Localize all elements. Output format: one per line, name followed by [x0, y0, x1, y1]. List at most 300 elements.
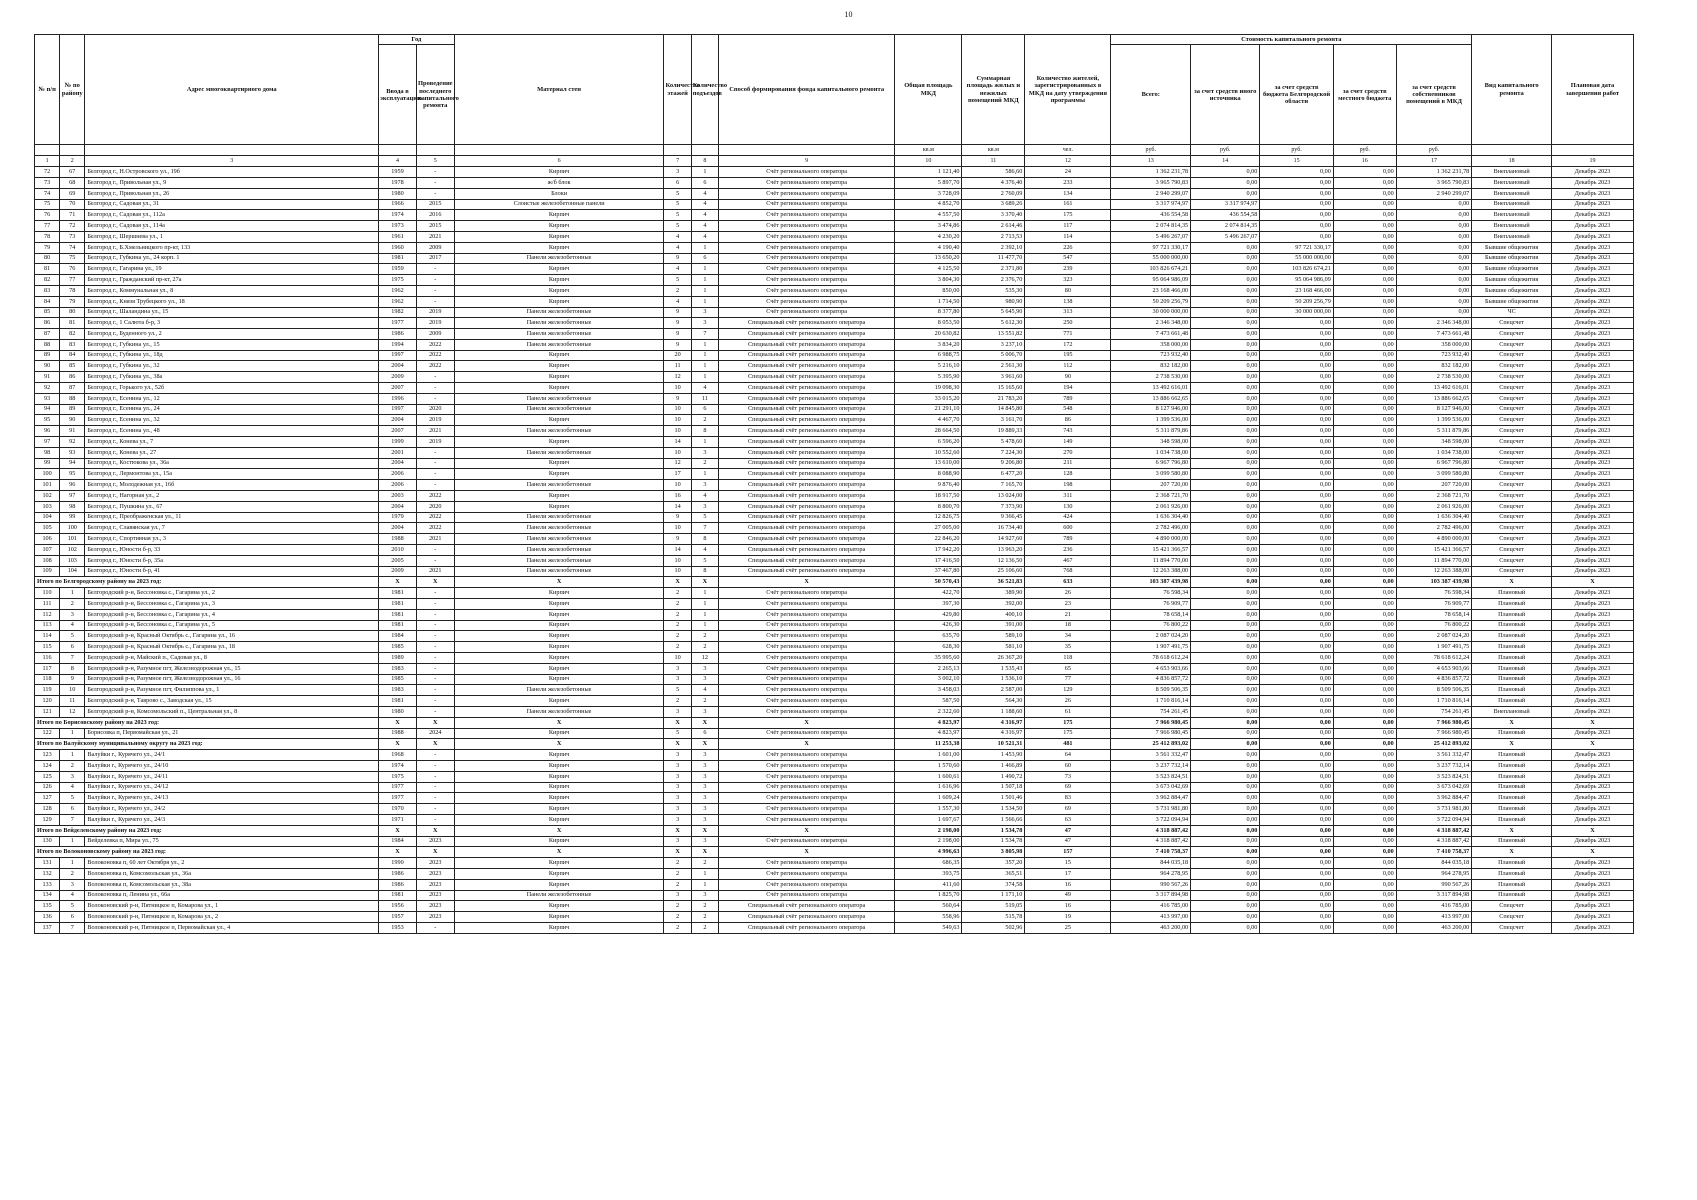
table-cell: Плановый — [1472, 696, 1552, 707]
table-cell: 0,00 — [1260, 350, 1333, 361]
table-cell: 1 — [691, 588, 718, 599]
column-number-cell: 9 — [719, 156, 895, 167]
table-row — [35, 383, 1634, 394]
subtotal-cell: 0,00 — [1333, 577, 1396, 588]
table-cell: 3 — [691, 750, 718, 761]
table-cell: 3 731 981,80 — [1396, 804, 1472, 815]
table-cell: - — [416, 804, 454, 815]
table-cell: 1968 — [379, 750, 417, 761]
col-header-cost-total: Всего: — [1111, 45, 1191, 145]
table-cell: Блоки — [454, 188, 664, 199]
unit-cell: руб. — [1191, 145, 1260, 156]
table-cell: Кирпич — [454, 771, 664, 782]
table-cell: 78 — [60, 285, 85, 296]
table-cell: 93 — [35, 393, 60, 404]
subtotal-cell: X — [691, 847, 718, 858]
table-cell: 84 — [60, 350, 85, 361]
table-cell: 175 — [1025, 728, 1111, 739]
subtotal-cell: X — [691, 825, 718, 836]
table-cell: 2016 — [416, 210, 454, 221]
table-cell: 1 399 536,00 — [1396, 415, 1472, 426]
table-cell: Декабрь 2023 — [1552, 350, 1634, 361]
table-cell: 1 534,78 — [962, 836, 1025, 847]
table-cell: 2 346 348,00 — [1396, 318, 1472, 329]
table-cell: 34 — [1025, 631, 1111, 642]
table-cell: 1986 — [379, 879, 417, 890]
table-cell: 13 492 616,01 — [1396, 383, 1472, 394]
table-cell: 8 088,90 — [895, 469, 962, 480]
table-cell: 789 — [1025, 534, 1111, 545]
table-cell: 1981 — [379, 696, 417, 707]
table-cell: 0,00 — [1191, 491, 1260, 502]
column-number-cell: 16 — [1333, 156, 1396, 167]
table-cell: 4 890 000,00 — [1111, 534, 1191, 545]
unit-cell — [60, 145, 85, 156]
table-cell: 194 — [1025, 383, 1111, 394]
table-cell: 3 — [664, 890, 691, 901]
table-cell: 1977 — [379, 782, 417, 793]
table-cell: 4 230,20 — [895, 231, 962, 242]
table-cell: 2 738 530,00 — [1396, 372, 1472, 383]
table-cell: 10 — [664, 383, 691, 394]
subtotal-cell: 7 966 980,45 — [1111, 717, 1191, 728]
table-cell: 723 932,40 — [1396, 350, 1472, 361]
table-cell: Счёт регионального оператора — [719, 642, 895, 653]
column-number-cell: 2 — [60, 156, 85, 167]
unit-cell: кв.м — [895, 145, 962, 156]
table-cell: Счёт регионального оператора — [719, 588, 895, 599]
table-cell: 2022 — [416, 350, 454, 361]
table-cell: 121 — [35, 706, 60, 717]
table-cell: 2015 — [416, 199, 454, 210]
table-cell: 2007 — [379, 383, 417, 394]
table-cell: 2 — [664, 879, 691, 890]
table-cell: Кирпич — [454, 793, 664, 804]
table-cell: 1960 — [379, 242, 417, 253]
table-cell: 2019 — [416, 307, 454, 318]
table-cell: 0,00 — [1191, 922, 1260, 933]
table-cell: Декабрь 2023 — [1552, 922, 1634, 933]
table-cell: 135 — [35, 901, 60, 912]
table-cell: Счёт регионального оператора — [719, 750, 895, 761]
table-cell: 55 000 000,00 — [1260, 253, 1333, 264]
table-cell: Декабрь 2023 — [1552, 728, 1634, 739]
subtotal-cell: 25 412 893,02 — [1396, 739, 1472, 750]
table-cell: Белгородский р-н, Разумное пгт, Железнодорожная ул., 15 — [85, 663, 379, 674]
table-cell: 2001 — [379, 447, 417, 458]
table-cell: Белгородский р-н, Бессоновка с., Гагарина ул., 3 — [85, 599, 379, 610]
table-cell: Декабрь 2023 — [1552, 372, 1634, 383]
table-cell: Счёт регионального оператора — [719, 264, 895, 275]
table-cell: 13 551,82 — [962, 329, 1025, 340]
table-cell: 1981 — [379, 620, 417, 631]
table-cell: 99 — [60, 512, 85, 523]
column-number-cell: 18 — [1472, 156, 1552, 167]
table-cell: Белгородский р-н, Таврово с., Заводская ул., 15 — [85, 696, 379, 707]
table-cell: Белгород г., Преображенская ул., 11 — [85, 512, 379, 523]
table-cell: 0,00 — [1260, 361, 1333, 372]
table-cell: - — [416, 188, 454, 199]
table-cell: 49 — [1025, 890, 1111, 901]
table-cell: 5 496 267,07 — [1111, 231, 1191, 242]
table-cell: 1975 — [379, 275, 417, 286]
table-cell: 0,00 — [1191, 588, 1260, 599]
table-cell: Кирпич — [454, 167, 664, 178]
table-cell: 0,00 — [1396, 275, 1472, 286]
table-cell: Кирпич — [454, 437, 664, 448]
table-cell: 0,00 — [1333, 566, 1396, 577]
table-cell: 0,00 — [1333, 296, 1396, 307]
subtotal-cell: 1 534,78 — [962, 825, 1025, 836]
table-cell: 7 224,30 — [962, 447, 1025, 458]
table-cell: 1 362 231,78 — [1111, 167, 1191, 178]
table-cell: Белгородский р-н, Разумное пгт, Железнодорожная ул., 16 — [85, 674, 379, 685]
table-cell: Волоконовка п, 60 лет Октября ул., 2 — [85, 858, 379, 869]
table-cell: 348 598,00 — [1396, 437, 1472, 448]
table-cell: 0,00 — [1260, 728, 1333, 739]
table-cell: 0,00 — [1260, 221, 1333, 232]
table-cell: 4 467,70 — [895, 415, 962, 426]
table-cell: Белгород г., Спортивная ул., 3 — [85, 534, 379, 545]
table-cell: 0,00 — [1191, 458, 1260, 469]
table-cell: 100 — [35, 469, 60, 480]
subtotal-cell: 0,00 — [1191, 739, 1260, 750]
table-cell: 65 — [1025, 663, 1111, 674]
table-cell: 0,00 — [1191, 350, 1260, 361]
table-cell: Декабрь 2023 — [1552, 415, 1634, 426]
subtotal-cell: 0,00 — [1333, 847, 1396, 858]
table-cell: 0,00 — [1191, 901, 1260, 912]
table-cell: Счёт регионального оператора — [719, 296, 895, 307]
table-cell: Кирпич — [454, 814, 664, 825]
table-cell: 0,00 — [1191, 318, 1260, 329]
table-cell: 436 554,58 — [1191, 210, 1260, 221]
table-cell: 0,00 — [1191, 760, 1260, 771]
table-cell: - — [416, 447, 454, 458]
table-row — [35, 545, 1634, 556]
table-cell: 125 — [35, 771, 60, 782]
subtotal-cell: X — [454, 825, 664, 836]
table-cell: 1971 — [379, 814, 417, 825]
table-cell: Кирпич — [454, 350, 664, 361]
units-row — [35, 145, 1634, 156]
table-cell: 1978 — [379, 177, 417, 188]
table-row — [35, 760, 1634, 771]
table-cell: 50 209 256,79 — [1111, 296, 1191, 307]
table-cell: 1 453,90 — [962, 750, 1025, 761]
table-cell: 2020 — [416, 404, 454, 415]
table-cell: 233 — [1025, 177, 1111, 188]
table-cell: Белгород г., Есенина ул., 32 — [85, 415, 379, 426]
table-cell: Вейделевка п, Мира ул., 75 — [85, 836, 379, 847]
table-cell: 73 — [60, 231, 85, 242]
table-cell: Кирпич — [454, 663, 664, 674]
table-cell: - — [416, 555, 454, 566]
table-cell: Панели железобетонные — [454, 404, 664, 415]
table-cell: Спецсчет — [1472, 458, 1552, 469]
table-cell: Бывшие общежития — [1472, 285, 1552, 296]
table-cell: 4 653 903,66 — [1396, 663, 1472, 674]
table-cell: Декабрь 2023 — [1552, 501, 1634, 512]
table-cell: Спецсчет — [1472, 329, 1552, 340]
table-cell: Декабрь 2023 — [1552, 167, 1634, 178]
table-cell: - — [416, 383, 454, 394]
table-cell: 1981 — [379, 588, 417, 599]
table-cell: 3 — [664, 167, 691, 178]
table-cell: Плановый — [1472, 620, 1552, 631]
table-cell: 97 — [35, 437, 60, 448]
subtotal-cell: 4 318 887,42 — [1396, 825, 1472, 836]
subtotal-cell: X — [1472, 847, 1552, 858]
table-cell: 12 — [60, 706, 85, 717]
table-cell: 2003 — [379, 491, 417, 502]
table-cell: 130 — [35, 836, 60, 847]
table-cell: 1 636 304,40 — [1111, 512, 1191, 523]
table-cell: 3 — [691, 447, 718, 458]
table-cell: Счёт регионального оператора — [719, 307, 895, 318]
table-cell: Декабрь 2023 — [1552, 760, 1634, 771]
table-cell: 1 — [60, 750, 85, 761]
table-cell: Декабрь 2023 — [1552, 383, 1634, 394]
subtotal-cell: 4 996,63 — [895, 847, 962, 858]
table-cell: 2023 — [416, 912, 454, 923]
table-cell: 2009 — [416, 242, 454, 253]
table-cell: 8 — [691, 534, 718, 545]
table-cell: Декабрь 2023 — [1552, 912, 1634, 923]
table-cell: 754 261,45 — [1396, 706, 1472, 717]
table-cell: 3 — [664, 814, 691, 825]
unit-cell — [664, 145, 691, 156]
table-cell: - — [416, 793, 454, 804]
table-cell: Белгород г., Гагарина ул., 19 — [85, 264, 379, 275]
table-cell: Декабрь 2023 — [1552, 879, 1634, 890]
table-cell: Декабрь 2023 — [1552, 782, 1634, 793]
table-cell: 1962 — [379, 296, 417, 307]
table-cell: Белгород г., Лермонтова ул., 15а — [85, 469, 379, 480]
table-cell: 0,00 — [1260, 318, 1333, 329]
table-cell: 90 — [35, 361, 60, 372]
table-cell: Внеплановый — [1472, 188, 1552, 199]
table-cell: Счёт регионального оператора — [719, 253, 895, 264]
table-cell: 195 — [1025, 350, 1111, 361]
table-cell: 1 362 231,78 — [1396, 167, 1472, 178]
table-cell: 0,00 — [1333, 793, 1396, 804]
table-cell: Плановый — [1472, 804, 1552, 815]
table-cell: Белгород г., Привольная ул., 26 — [85, 188, 379, 199]
unit-cell — [691, 145, 718, 156]
table-cell: Белгород г., Н.Островского ул., 19б — [85, 167, 379, 178]
table-cell: Специальный счёт регионального оператора — [719, 437, 895, 448]
table-cell: 0,00 — [1333, 318, 1396, 329]
table-cell: 101 — [60, 534, 85, 545]
table-cell: 1973 — [379, 221, 417, 232]
table-row — [35, 264, 1634, 275]
table-cell: 1 — [691, 599, 718, 610]
table-cell: Волоконовка п, Комсомольская ул., 38а — [85, 879, 379, 890]
table-row — [35, 706, 1634, 717]
table-cell: 0,00 — [1333, 706, 1396, 717]
table-row — [35, 512, 1634, 523]
table-cell: - — [416, 167, 454, 178]
unit-cell: руб. — [1260, 145, 1333, 156]
table-cell: 628,30 — [895, 642, 962, 653]
table-cell: 0,00 — [1260, 868, 1333, 879]
table-cell: 2 061 926,00 — [1396, 501, 1472, 512]
table-cell: Кирпич — [454, 285, 664, 296]
table-cell: 0,00 — [1333, 361, 1396, 372]
table-cell: 0,00 — [1191, 523, 1260, 534]
table-cell: Валуйки г., Курячего ул., 24/13 — [85, 793, 379, 804]
table-cell: 2 561,30 — [962, 361, 1025, 372]
table-cell: Белгородский р-н, Бессоновка с., Гагарина ул., 4 — [85, 609, 379, 620]
table-cell: 0,00 — [1333, 836, 1396, 847]
table-cell: 0,00 — [1333, 620, 1396, 631]
table-cell: 22 846,20 — [895, 534, 962, 545]
column-number-cell: 11 — [962, 156, 1025, 167]
table-cell: 4 316,97 — [962, 728, 1025, 739]
table-cell: Внеплановый — [1472, 167, 1552, 178]
table-cell: 2004 — [379, 501, 417, 512]
subtotal-row — [35, 577, 1634, 588]
table-cell: 270 — [1025, 447, 1111, 458]
table-cell: 75 — [60, 253, 85, 264]
table-cell: 358 000,00 — [1396, 339, 1472, 350]
table-cell: 92 — [35, 383, 60, 394]
table-cell: Специальный счёт регионального оператора — [719, 922, 895, 933]
table-cell: 2 — [664, 696, 691, 707]
table-cell: 0,00 — [1191, 609, 1260, 620]
table-cell: Панели железобетонные — [454, 393, 664, 404]
unit-cell: руб. — [1333, 145, 1396, 156]
table-cell: 85 — [35, 307, 60, 318]
table-cell: 964 278,95 — [1396, 868, 1472, 879]
table-cell: 132 — [35, 868, 60, 879]
table-cell: 1981 — [379, 253, 417, 264]
table-cell: 0,00 — [1260, 329, 1333, 340]
table-row — [35, 890, 1634, 901]
table-cell: 586,60 — [962, 167, 1025, 178]
table-cell: Счёт регионального оператора — [719, 814, 895, 825]
table-cell: Счёт регионального оператора — [719, 804, 895, 815]
table-cell: 9 — [664, 318, 691, 329]
table-cell: 76 — [35, 210, 60, 221]
table-cell: Белгород г., Костюкова ул., 36а — [85, 458, 379, 469]
table-cell: Счёт регионального оператора — [719, 782, 895, 793]
table-cell: 0,00 — [1260, 188, 1333, 199]
table-cell: - — [416, 599, 454, 610]
table-cell: Плановый — [1472, 588, 1552, 599]
table-cell: 109 — [35, 566, 60, 577]
table-cell: 83 — [60, 339, 85, 350]
subtotal-cell: X — [416, 739, 454, 750]
subtotal-row — [35, 739, 1634, 750]
table-cell: Декабрь 2023 — [1552, 318, 1634, 329]
subtotal-cell: 103 387 439,98 — [1111, 577, 1191, 588]
table-cell: 0,00 — [1191, 868, 1260, 879]
table-cell: 519,05 — [962, 901, 1025, 912]
table-cell: Счёт регионального оператора — [719, 793, 895, 804]
table-cell: 114 — [1025, 231, 1111, 242]
table-cell: 2019 — [416, 437, 454, 448]
table-cell: 104 — [60, 566, 85, 577]
table-cell: Бывшие общежития — [1472, 275, 1552, 286]
table-cell: 10 — [664, 480, 691, 491]
table-cell: 86 — [1025, 415, 1111, 426]
table-cell: 97 — [60, 491, 85, 502]
table-cell: Внеплановый — [1472, 231, 1552, 242]
table-row — [35, 588, 1634, 599]
table-cell: 78 — [35, 231, 60, 242]
table-cell: Спецсчет — [1472, 469, 1552, 480]
table-cell: Декабрь 2023 — [1552, 836, 1634, 847]
table-cell: 0,00 — [1191, 188, 1260, 199]
table-cell: 8 127 946,00 — [1111, 404, 1191, 415]
subtotal-label: Итого по Вейделевскому району на 2023 год: — [35, 825, 379, 836]
table-cell: Декабрь 2023 — [1552, 199, 1634, 210]
table-cell: Декабрь 2023 — [1552, 545, 1634, 556]
table-cell: 3 — [691, 674, 718, 685]
table-cell: Специальный счёт регионального оператора — [719, 566, 895, 577]
table-cell: Белгородский р-н, Бессоновка с., Гагарина ул., 5 — [85, 620, 379, 631]
table-cell: Белгород г., Юности б-р, 41 — [85, 566, 379, 577]
table-cell: Плановый — [1472, 782, 1552, 793]
table-cell: 635,70 — [895, 631, 962, 642]
table-cell: Специальный счёт регионального оператора — [719, 372, 895, 383]
table-cell: Кирпич — [454, 469, 664, 480]
table-cell: 1953 — [379, 922, 417, 933]
subtotal-row — [35, 825, 1634, 836]
table-cell: - — [416, 922, 454, 933]
table-cell: 1988 — [379, 728, 417, 739]
table-cell: 70 — [60, 199, 85, 210]
table-cell: 0,00 — [1260, 566, 1333, 577]
table-cell: 3 — [664, 760, 691, 771]
table-cell: Панели железобетонные — [454, 480, 664, 491]
table-cell: Счёт регионального оператора — [719, 242, 895, 253]
table-cell: 0,00 — [1191, 912, 1260, 923]
table-cell: 2 587,00 — [962, 685, 1025, 696]
table-row — [35, 836, 1634, 847]
table-cell: Кирпич — [454, 836, 664, 847]
table-cell: Кирпич — [454, 620, 664, 631]
unit-cell: чел. — [1025, 145, 1111, 156]
table-cell: 17 — [664, 469, 691, 480]
table-cell: 0,00 — [1333, 285, 1396, 296]
table-cell: Плановый — [1472, 642, 1552, 653]
table-cell: 3 965 790,83 — [1111, 177, 1191, 188]
table-cell: 426,30 — [895, 620, 962, 631]
table-cell: Специальный счёт регионального оператора — [719, 458, 895, 469]
table-cell: Счёт регионального оператора — [719, 653, 895, 664]
table-cell: 3 237 732,14 — [1111, 760, 1191, 771]
table-cell: 74 — [60, 242, 85, 253]
table-cell: Спецсчет — [1472, 393, 1552, 404]
table-cell: 9 — [664, 329, 691, 340]
table-cell: 84 — [35, 296, 60, 307]
table-cell: 0,00 — [1191, 620, 1260, 631]
table-cell: 73 — [35, 177, 60, 188]
table-cell: Декабрь 2023 — [1552, 264, 1634, 275]
table-cell: Спецсчет — [1472, 480, 1552, 491]
table-cell: 3 722 094,94 — [1111, 814, 1191, 825]
table-cell: Кирпич — [454, 372, 664, 383]
table-cell: 0,00 — [1333, 901, 1396, 912]
table-cell: Белгород г., Губкина ул., 32 — [85, 361, 379, 372]
table-cell: Валуйки г., Курячего ул., 24/12 — [85, 782, 379, 793]
table-cell: 18 917,50 — [895, 491, 962, 502]
table-cell: 1979 — [379, 512, 417, 523]
table-row — [35, 275, 1634, 286]
